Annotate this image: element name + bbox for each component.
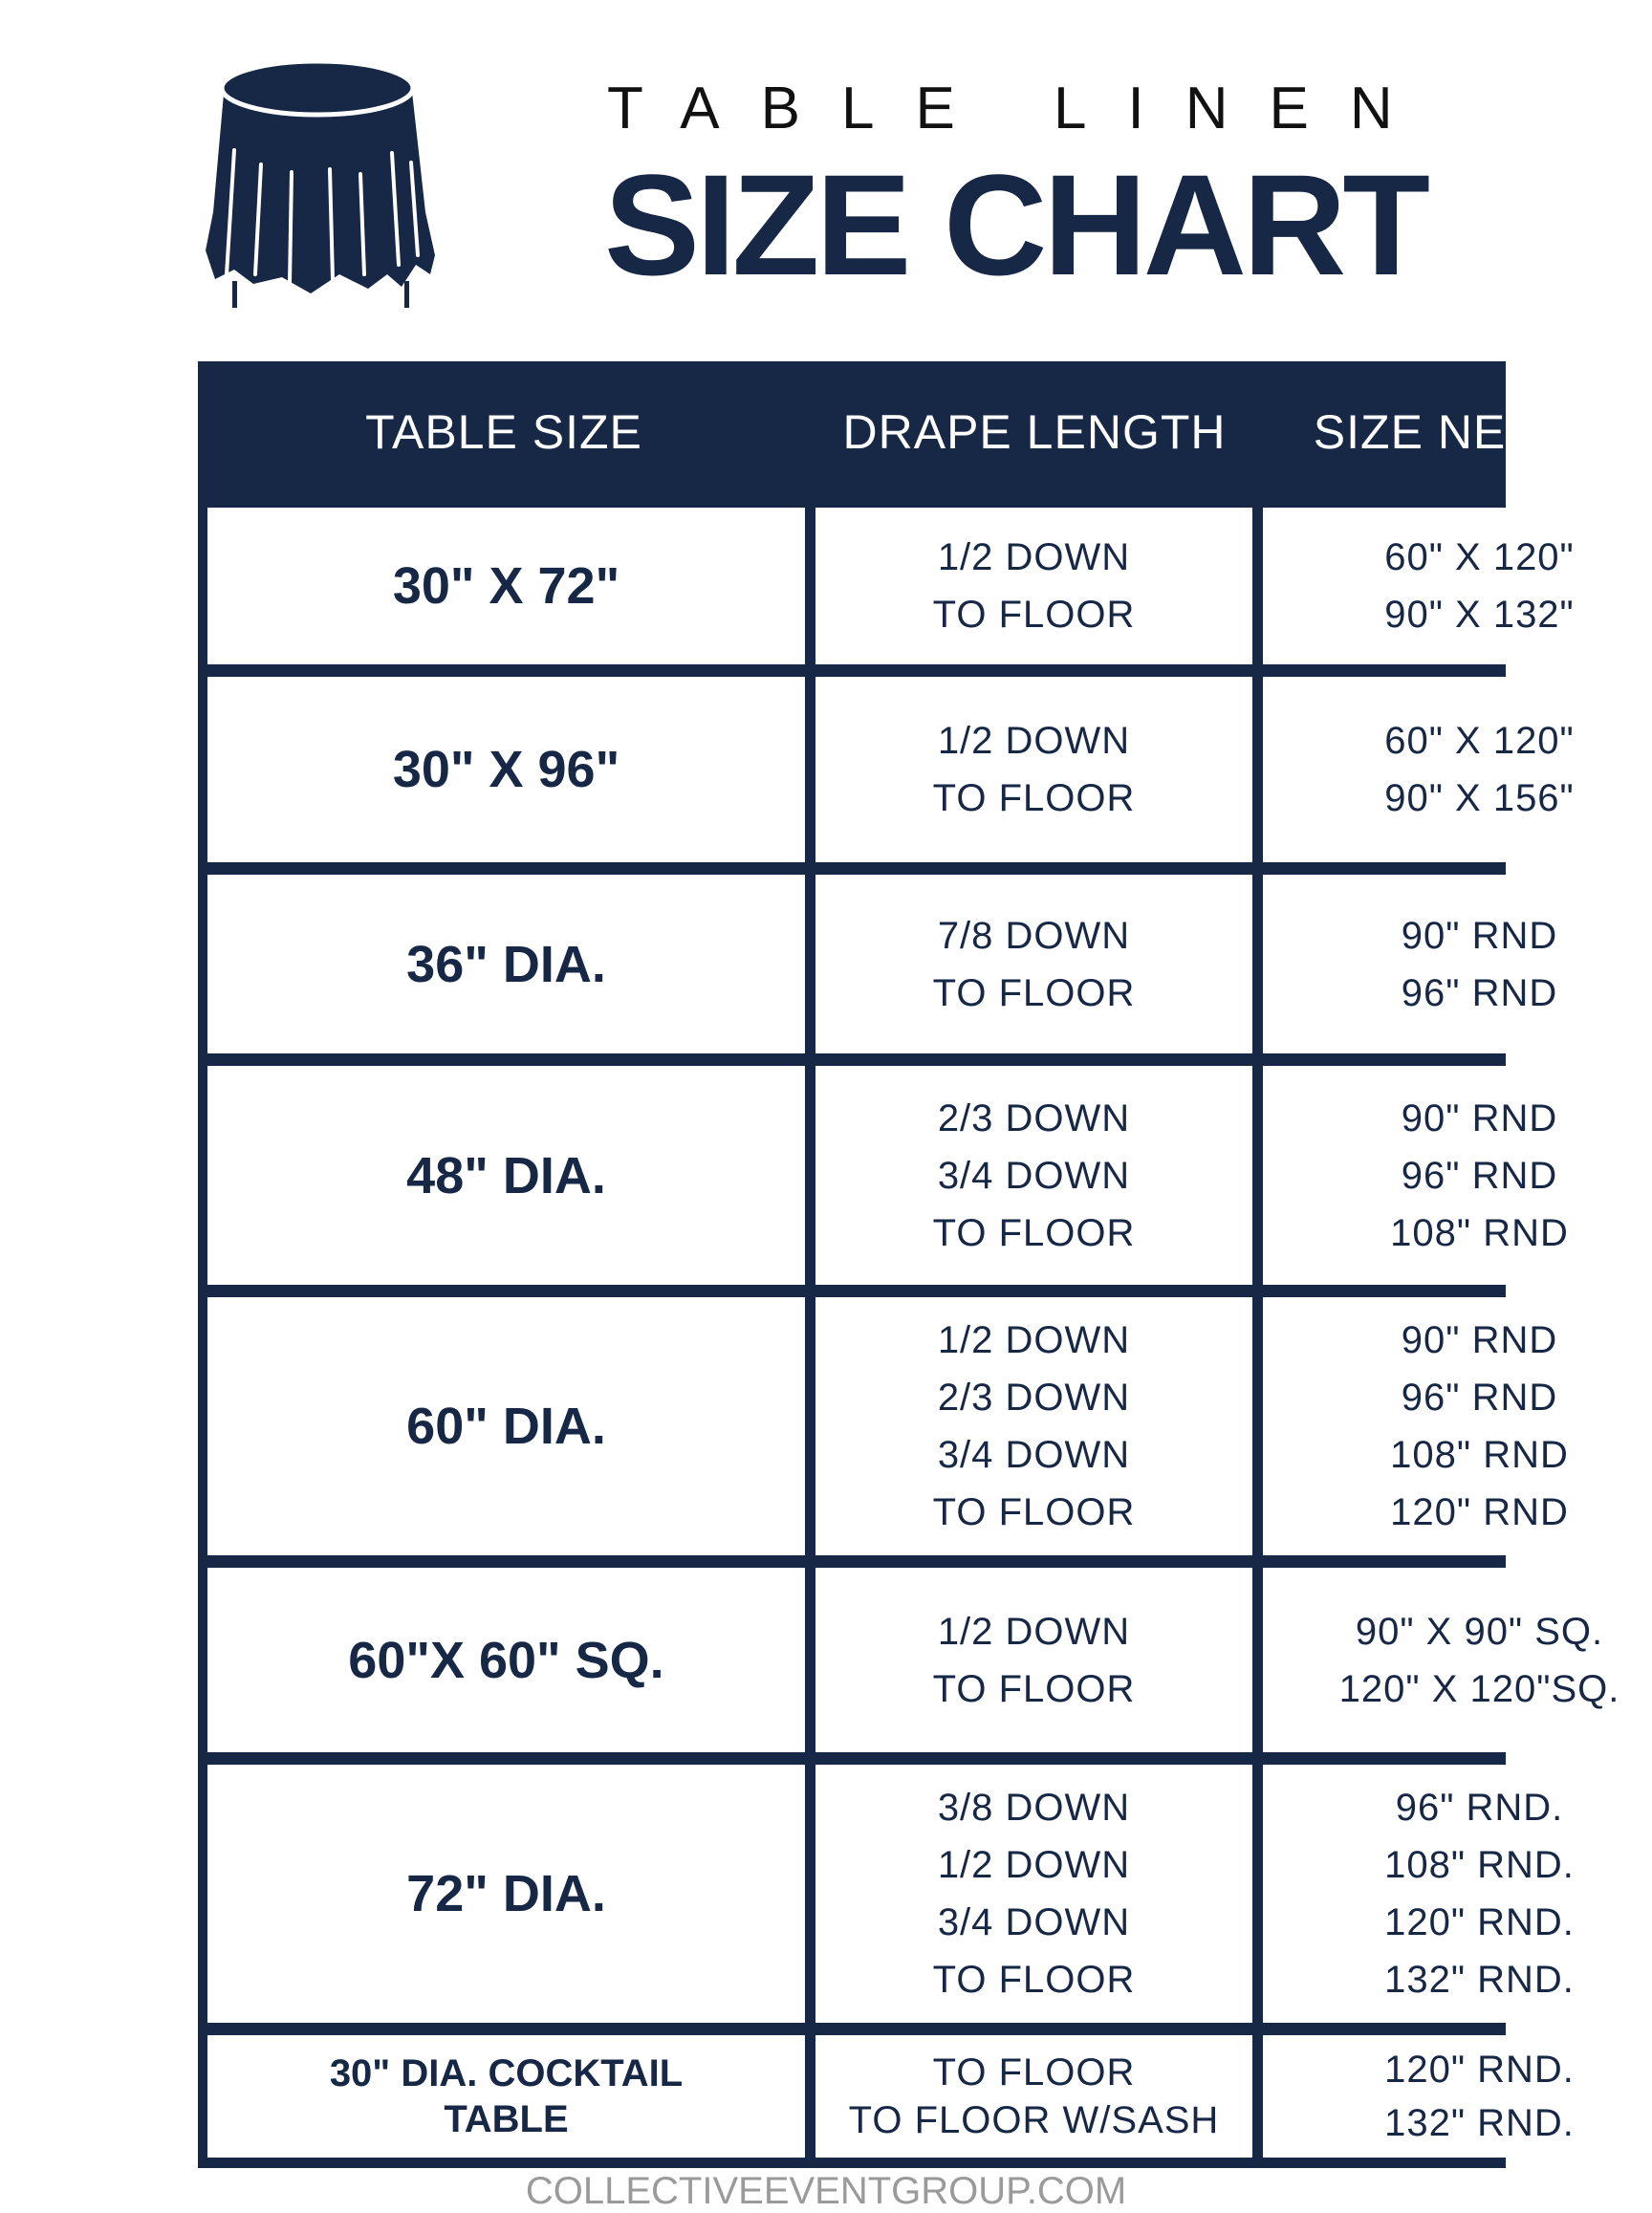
drape-length: 3/4 DOWN (937, 1434, 1131, 1476)
drape-length: 3/4 DOWN (937, 1154, 1131, 1197)
size-needed: 108" RND. (1384, 1844, 1575, 1886)
drape-length: 2/3 DOWN (937, 1377, 1131, 1419)
footer-website: COLLECTIVEEVENTGROUP.COM (525, 2170, 1127, 2212)
column-header-size-needed: SIZE NEEDED (1313, 405, 1643, 459)
round-tablecloth-icon (196, 59, 574, 332)
drape-length: 2/3 DOWN (937, 1096, 1131, 1139)
table-row (198, 677, 1575, 862)
table-size: 60"X 60" SQ. (348, 1631, 664, 1689)
table-size: TABLE (444, 2098, 569, 2140)
column-header-table-size: TABLE SIZE (365, 405, 642, 459)
table-row (198, 1765, 1575, 2023)
drape-length: 1/2 DOWN (937, 1844, 1131, 1886)
drape-length: 1/2 DOWN (937, 536, 1131, 578)
drape-length: TO FLOOR (932, 2051, 1136, 2094)
table-row (198, 875, 1558, 1053)
table-size: 30" X 72" (392, 557, 620, 615)
page-title: SIZE CHART (604, 144, 1426, 305)
size-needed: 120" RND (1390, 1491, 1569, 1533)
size-needed: 132" RND. (1384, 2102, 1575, 2144)
table-size: 60" DIA. (406, 1398, 606, 1455)
drape-length: 1/2 DOWN (937, 1319, 1131, 1361)
drape-length: TO FLOOR (932, 594, 1136, 636)
size-needed: 108" RND (1390, 1211, 1569, 1254)
size-needed: 90" X 132" (1384, 594, 1575, 636)
drape-length: TO FLOOR (932, 1959, 1136, 2001)
size-chart-table (198, 361, 1643, 2168)
drape-length: TO FLOOR W/SASH (848, 2099, 1220, 2141)
table-size: 48" DIA. (406, 1146, 606, 1204)
table-size: 72" DIA. (406, 1865, 606, 1922)
size-needed: 120" RND. (1384, 2049, 1575, 2091)
table-row (198, 1568, 1620, 1752)
table-row (198, 2035, 1575, 2158)
size-needed: 90" RND (1401, 1096, 1558, 1139)
table-size: 30" X 96" (392, 741, 620, 798)
size-needed: 90" RND (1401, 1319, 1558, 1361)
size-needed: 108" RND (1390, 1434, 1569, 1476)
table-size: 36" DIA. (406, 935, 606, 993)
drape-length: TO FLOOR (932, 971, 1136, 1014)
size-needed: 90" X 90" SQ. (1355, 1610, 1604, 1653)
drape-length: TO FLOOR (932, 1491, 1136, 1533)
size-needed: 60" X 120" (1384, 536, 1575, 578)
drape-length: 1/2 DOWN (937, 1610, 1131, 1653)
size-needed: 90" X 156" (1384, 777, 1575, 819)
size-needed: 96" RND (1401, 1377, 1558, 1419)
size-needed: 96" RND (1401, 971, 1558, 1014)
title-subtitle: TABLE LINEN (607, 76, 1434, 141)
size-needed: 96" RND. (1395, 1787, 1564, 1829)
drape-length: 3/8 DOWN (937, 1787, 1131, 1829)
drape-length: TO FLOOR (932, 1667, 1136, 1710)
size-needed: 132" RND. (1384, 1959, 1575, 2001)
table-size: 30" DIA. COCKTAIL (329, 2052, 684, 2094)
table-row (198, 1297, 1569, 1555)
size-needed: 96" RND (1401, 1154, 1558, 1197)
drape-length: 7/8 DOWN (937, 914, 1131, 957)
size-needed: 90" RND (1401, 914, 1558, 957)
drape-length: TO FLOOR (932, 1211, 1136, 1254)
size-needed: 60" X 120" (1384, 720, 1575, 762)
table-row (198, 1066, 1569, 1285)
table-header (198, 361, 1643, 503)
drape-length: TO FLOOR (932, 777, 1136, 819)
size-needed: 120" X 120"SQ. (1338, 1667, 1620, 1710)
column-header-drape-length: DRAPE LENGTH (842, 405, 1227, 459)
drape-length: 3/4 DOWN (937, 1901, 1131, 1943)
table-row (198, 508, 1575, 664)
size-needed: 120" RND. (1384, 1901, 1575, 1943)
drape-length: 1/2 DOWN (937, 720, 1131, 762)
